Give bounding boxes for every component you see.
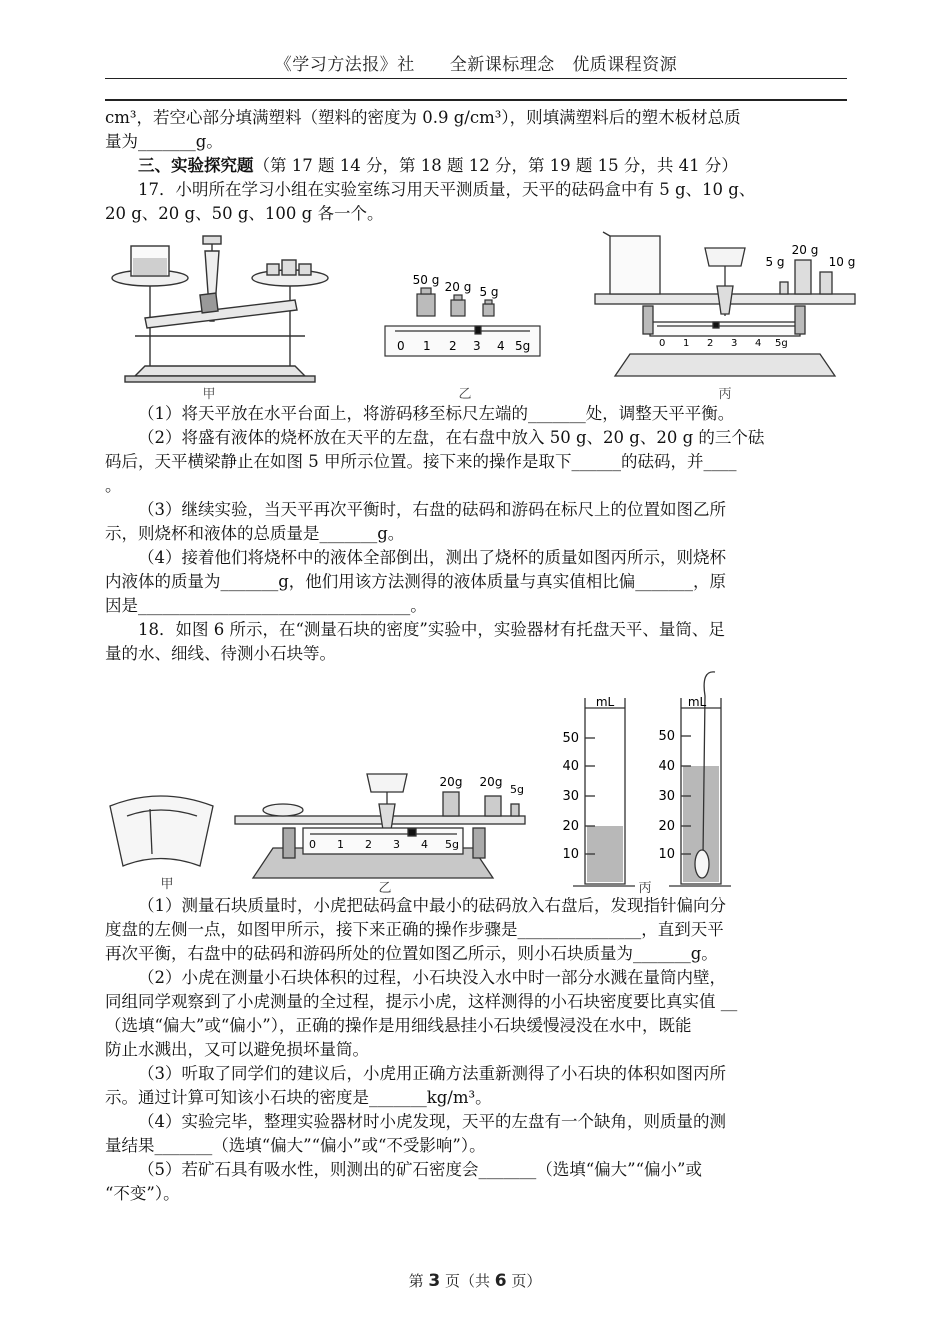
fig5-yi-weight-label: 50 g — [412, 273, 440, 287]
text-line: 量结果_______（选填“偏大”“偏小”或“不受影响”）。 — [105, 1136, 486, 1155]
fig6-cyl-tick: 30 — [658, 789, 675, 804]
fig6-cyl-tick: 50 — [658, 729, 675, 744]
fig6-cyl-tick: 10 — [658, 847, 675, 862]
section-title: 三、实验探究题 — [138, 156, 254, 175]
q17-part3: （3）继续实验，当天平再次平衡时，右盘的砝码和游码在标尺上的位置如图乙所 — [138, 500, 726, 519]
q18-part5: （5）若矿石具有吸水性，则测出的矿石密度会_______（选填“偏大”“偏小”或 — [138, 1160, 702, 1179]
fig6-yi-balance — [235, 774, 525, 878]
fig6-cyl-tick: 40 — [658, 759, 675, 774]
footer-post: 页） — [506, 1272, 542, 1290]
text-line: 。 — [105, 476, 122, 495]
fig6-label-jia: 甲 — [160, 877, 174, 892]
fig6-bing-cylinder-left — [573, 698, 635, 886]
fig5-bing-weight-label: 10 g — [828, 255, 856, 269]
fig6-yi-scale-label: 1 — [337, 838, 344, 851]
text-line: 量为_______g。 — [105, 132, 223, 151]
text-line: （选填“偏大”或“偏小”），正确的操作是用细线悬挂小石块缓慢浸没在水中，既能 — [105, 1016, 692, 1035]
fig6-yi-weight-label: 20g — [439, 775, 463, 789]
fig6-yi-scale-label: 3 — [393, 838, 400, 851]
fig6-cyl-unit: mL — [595, 695, 615, 709]
fig5-yi-scale-label: 0 — [397, 339, 405, 353]
fig5-bing-scale-label: 3 — [731, 338, 738, 349]
page-footer — [0, 1270, 950, 1291]
fig5-yi-scale-label: 2 — [449, 339, 457, 353]
fig5-yi-scale-label: 1 — [423, 339, 431, 353]
fig6-yi-scale-label: 5g — [445, 838, 459, 851]
fig6-label-bing: 丙 — [638, 881, 652, 896]
fig5-yi-scale-label: 4 — [497, 339, 505, 353]
figure-6 — [105, 666, 847, 894]
page-header: 《学习方法报》社 全新课标理念 优质课程资源 — [274, 55, 678, 75]
text-line: 再次平衡，右盘中的砝码和游码所处的位置如图乙所示，则小石块质量为_______g。 — [105, 944, 718, 963]
fig5-label-jia: 甲 — [202, 387, 216, 402]
q17-part1: （1）将天平放在水平台面上，将游码移至标尺左端的_______处，调整天平平衡。 — [138, 404, 735, 423]
text-line: 20 g、20 g、50 g、100 g 各一个。 — [105, 204, 384, 223]
fig5-label-yi: 乙 — [458, 387, 472, 402]
question-18-intro: 18．如图 6 所示，在“测量石块的密度”实验中，实验器材有托盘天平、量筒、足 — [138, 620, 725, 639]
fig5-bing-scale-label: 1 — [683, 338, 690, 349]
text-line: 因是_________________________________。 — [105, 596, 427, 615]
fig6-yi-scale-label: 4 — [421, 838, 428, 851]
page-content — [105, 106, 856, 1206]
fig6-jia-dial — [110, 796, 213, 866]
fig6-cyl-tick: 20 — [658, 819, 675, 834]
section-heading — [105, 154, 847, 178]
q18-part4: （4）实验完毕，整理实验器材时小虎发现，天平的左盘有一个缺角，则质量的测 — [138, 1112, 726, 1131]
footer-pre: 第 — [408, 1272, 429, 1290]
text-line: 示。通过计算可知该小石块的密度是_______kg/m³。 — [105, 1088, 492, 1107]
fig6-cyl-tick: 40 — [562, 759, 579, 774]
fig5-yi-scale-label: 3 — [473, 339, 481, 353]
question-17-intro: 17．小明所在学习小组在实验室练习用天平测质量，天平的砝码盒中有 5 g、10 g、 — [138, 180, 756, 199]
footer-page-number: 3 — [428, 1271, 441, 1291]
footer-page-total: 6 — [494, 1271, 507, 1291]
fig5-bing-scale-label: 2 — [707, 338, 714, 349]
q18-part3: （3）听取了同学们的建议后，小虎用正确方法重新测得了小石块的体积如图丙所 — [138, 1064, 726, 1083]
fig5-bing-weight-label: 20 g — [791, 243, 819, 257]
text-line: 同组同学观察到了小虎测量的全过程，提示小虎，这样测得的小石块密度要比真实值 __ — [105, 992, 738, 1011]
q18-part1: （1）测量石块质量时，小虎把砝码盒中最小的砝码放入右盘后，发现指针偏向分 — [138, 896, 726, 915]
fig5-bing-weight-label: 5 g — [765, 255, 785, 269]
fig5-yi-weight-label: 20 g — [444, 280, 472, 294]
header-rule-thick — [105, 99, 847, 101]
fig6-cyl-tick: 10 — [562, 847, 579, 862]
fig5-yi-scale-label: 5g — [515, 339, 531, 353]
fig6-cyl-tick: 20 — [562, 819, 579, 834]
fig5-bing-scale-label: 4 — [755, 338, 762, 349]
fig6-cyl-tick: 50 — [562, 731, 579, 746]
text-line: 防止水溅出，又可以避免损坏量筒。 — [105, 1040, 369, 1059]
text-line: 度盘的左侧一点，如图甲所示，接下来正确的操作步骤是_______________，直到天平 — [105, 920, 724, 939]
fig6-cyl-unit: mL — [687, 695, 707, 709]
fig5-jia-balance — [112, 236, 328, 382]
fig6-yi-scale-label: 2 — [365, 838, 372, 851]
fig6-cyl-tick: 30 — [562, 789, 579, 804]
fig5-yi-weight-label: 5 g — [479, 285, 499, 299]
text-line: “不变”）。 — [105, 1184, 180, 1203]
fig6-yi-scale-label: 0 — [309, 838, 316, 851]
q18-part2: （2）小虎在测量小石块体积的过程，小石块没入水中时一部分水溅在量筒内壁， — [138, 968, 726, 987]
text-line: 量的水、细线、待测小石块等。 — [105, 644, 336, 663]
header-rule-thin — [105, 78, 847, 79]
text-line: 示，则烧杯和液体的总质量是_______g。 — [105, 524, 405, 543]
q17-part4: （4）接着他们将烧杯中的液体全部倒出，测出了烧杯的质量如图丙所示，则烧杯 — [138, 548, 726, 567]
fig5-bing-scale-label: 5g — [775, 338, 788, 349]
section-note: （第 17 题 14 分，第 18 题 12 分，第 19 题 15 分，共 41 分） — [253, 156, 738, 175]
text-line: cm³，若空心部分填满塑料（塑料的密度为 0.9 g/cm³），则填满塑料后的塑木板材总质 — [105, 108, 741, 127]
text-line: 内液体的质量为_______g，他们用该方法测得的液体质量与真实值相比偏_______，原 — [105, 572, 727, 591]
footer-mid: 页（共 — [440, 1272, 495, 1290]
figure-5 — [105, 226, 856, 402]
fig6-label-yi: 乙 — [378, 881, 392, 896]
fig6-yi-weight-label: 20g — [479, 775, 503, 789]
text-line: 码后，天平横梁静止在如图 5 甲所示位置。接下来的操作是取下______的砝码，并____ — [105, 452, 737, 471]
q17-part2: （2）将盛有液体的烧杯放在天平的左盘，在右盘中放入 50 g、20 g、20 g 的三个砝 — [138, 428, 765, 447]
fig5-bing-scale-label: 0 — [659, 338, 666, 349]
fig5-label-bing: 丙 — [718, 387, 732, 402]
fig6-yi-weight-label: 5g — [510, 783, 524, 796]
